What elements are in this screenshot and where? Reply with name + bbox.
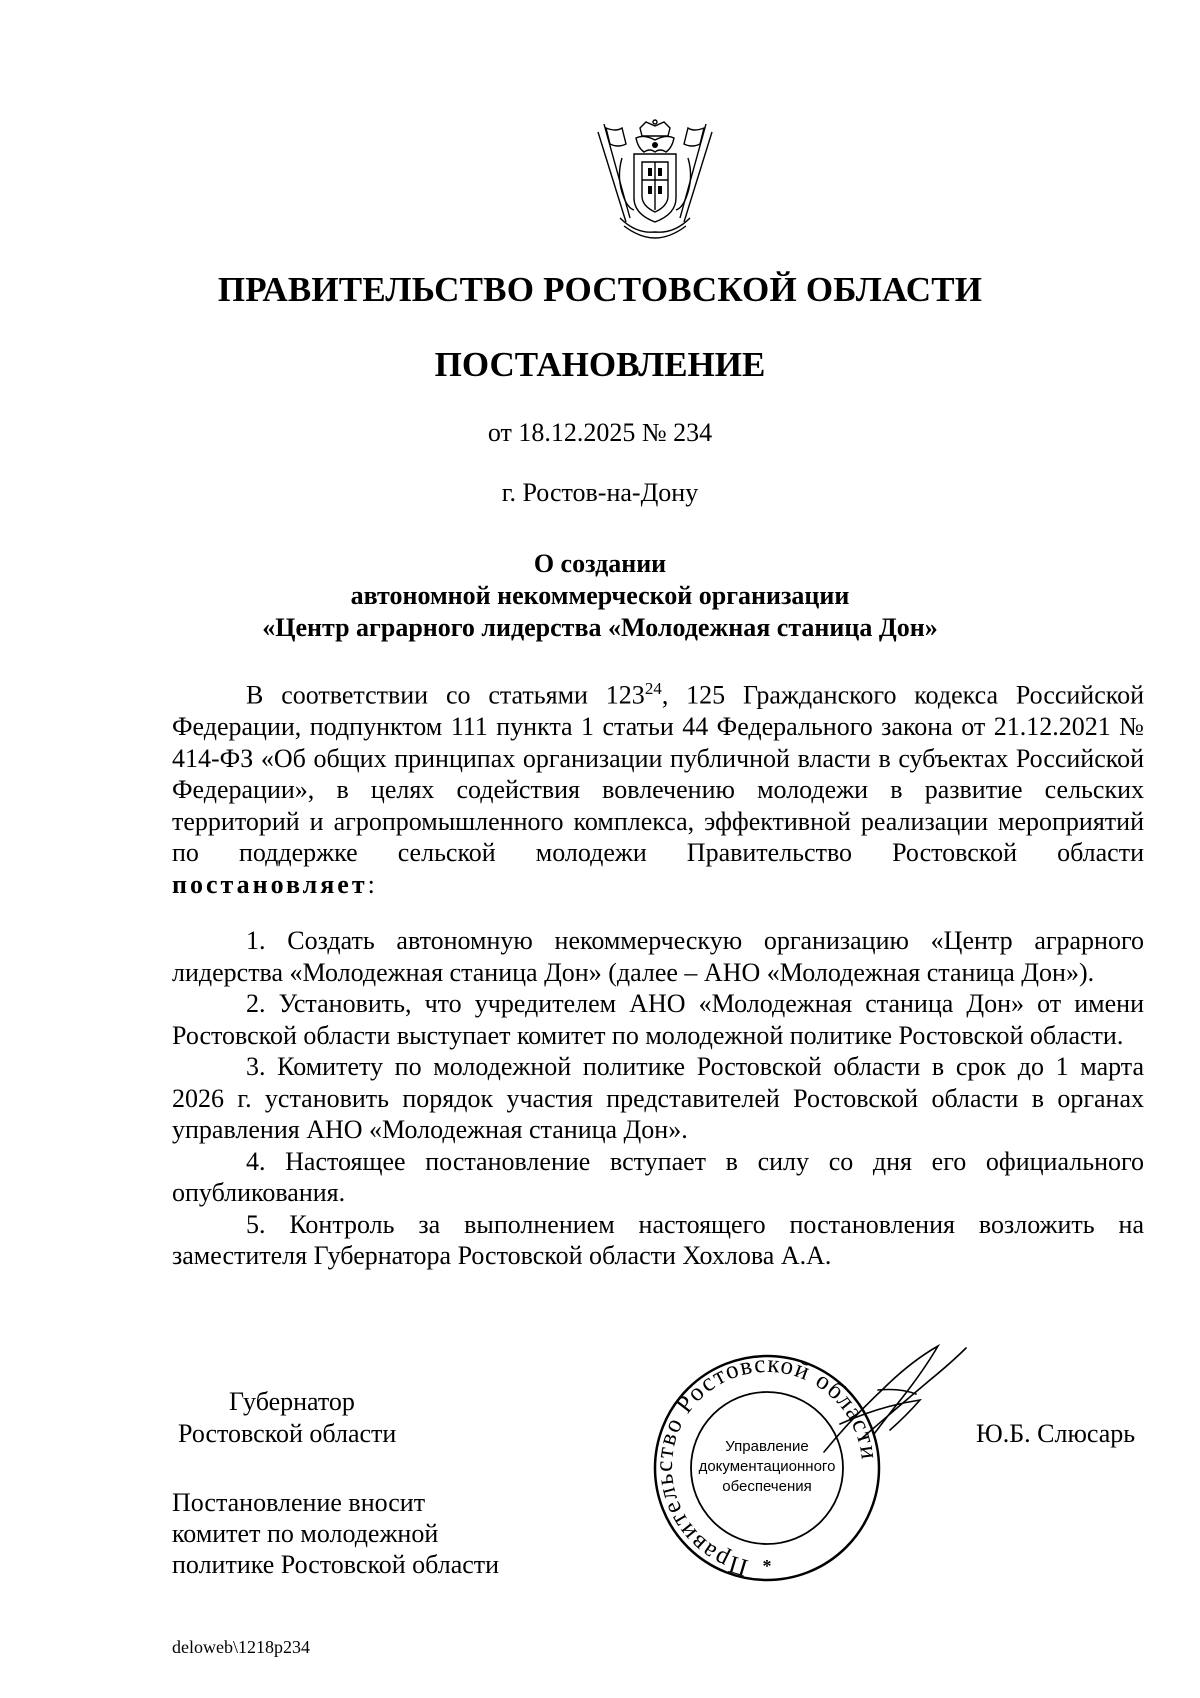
document-type: ПОСТАНОВЛЕНИЕ [434,345,766,384]
resolution-item: 2. Установить, что учредителем АНО «Молодежная станица Дон» от имени Ростовской области выступает комитет по молодежной политике Ростовской области. [172,989,1144,1050]
document-date-number: от 18.12.2025 № 234 [487,418,713,447]
preamble-text-start: В соответствии со статьями 123 [246,680,645,710]
stamp-inner-line-1: Управление [725,1438,809,1455]
document-city: г. Ростов-на-Дону [501,478,699,507]
signer-name: Ю.Б. Слюсарь [976,1419,1136,1448]
preamble [172,673,1144,900]
resolution-item: 1. Создать автономную некоммерческую организацию «Центр аграрного лидерства «Молодежная станица Дон» (далее – АНО «Молодежная станица Дон»). [172,926,1144,987]
resolution-item: 5. Контроль за выполнением настоящего постановления возложить на заместителя Губернатора Ростовской области Хохлова А.А. [172,1209,1144,1270]
resolution-item: 3. Комитету по молодежной политике Ростовской области в срок до 1 марта 2026 г. установить порядок участия представителей Ростовской области в органах управления АНО «Молодежная станица Дон». [172,1052,1144,1144]
stamp-star: * [762,1556,772,1576]
government-title: ПРАВИТЕЛЬСТВО РОСТОВСКОЙ ОБЛАСТИ [217,270,983,309]
article-superscript: 24 [644,679,662,698]
document-subject [0,548,1200,644]
resolution-item: 4. Настоящее постановление вступает в силу со дня его официального опубликования. [172,1146,1144,1207]
signer-position-line-2: Ростовской области [178,1419,397,1448]
resolution-items [172,925,1144,1272]
stamp-inner-line-3: обеспечения [722,1478,812,1495]
stamp-inner-line-2: документационного [698,1458,836,1475]
submitter-note-line-2: комитет по молодежной [172,1519,439,1548]
submitter-note [172,1487,499,1580]
handwritten-signature-icon [820,1340,970,1460]
preamble-paragraph [172,673,1144,900]
resolves-keyword: постановляет [172,869,368,899]
subject-line-2: автономной некоммерческой организации [350,581,850,610]
coat-of-arms-icon [596,118,714,240]
subject-line-1: О создании [533,549,667,578]
stamp-outer-text: Правительство Ростовской области [650,1350,883,1581]
submitter-note-line-3: политике Ростовской области [172,1550,500,1579]
preamble-colon: : [367,869,375,899]
document-file-id: deloweb\1218p234 [172,1637,310,1657]
subject-line-3: «Центр аграрного лидерства «Молодежная станица Дон» [262,613,938,642]
signer-position-line-1: Губернатор [229,1387,355,1416]
submitter-note-line-1: Постановление вносит [172,1488,426,1517]
preamble-text-main: , 125 Гражданского кодекса Российской Федерации, подпунктом 111 пункта 1 статьи 44 Федерального закона от 21.12.2021 № 414-ФЗ «Об общих принципах организации публичной власти в субъектах Российской Федерации», в целях содействия вовлечению молодежи в развитие сельских территорий и агропромышленного комплекса, эффективной реализации мероприятий по поддержке сельской молодежи Правительство Ростовской области [172,680,1144,868]
